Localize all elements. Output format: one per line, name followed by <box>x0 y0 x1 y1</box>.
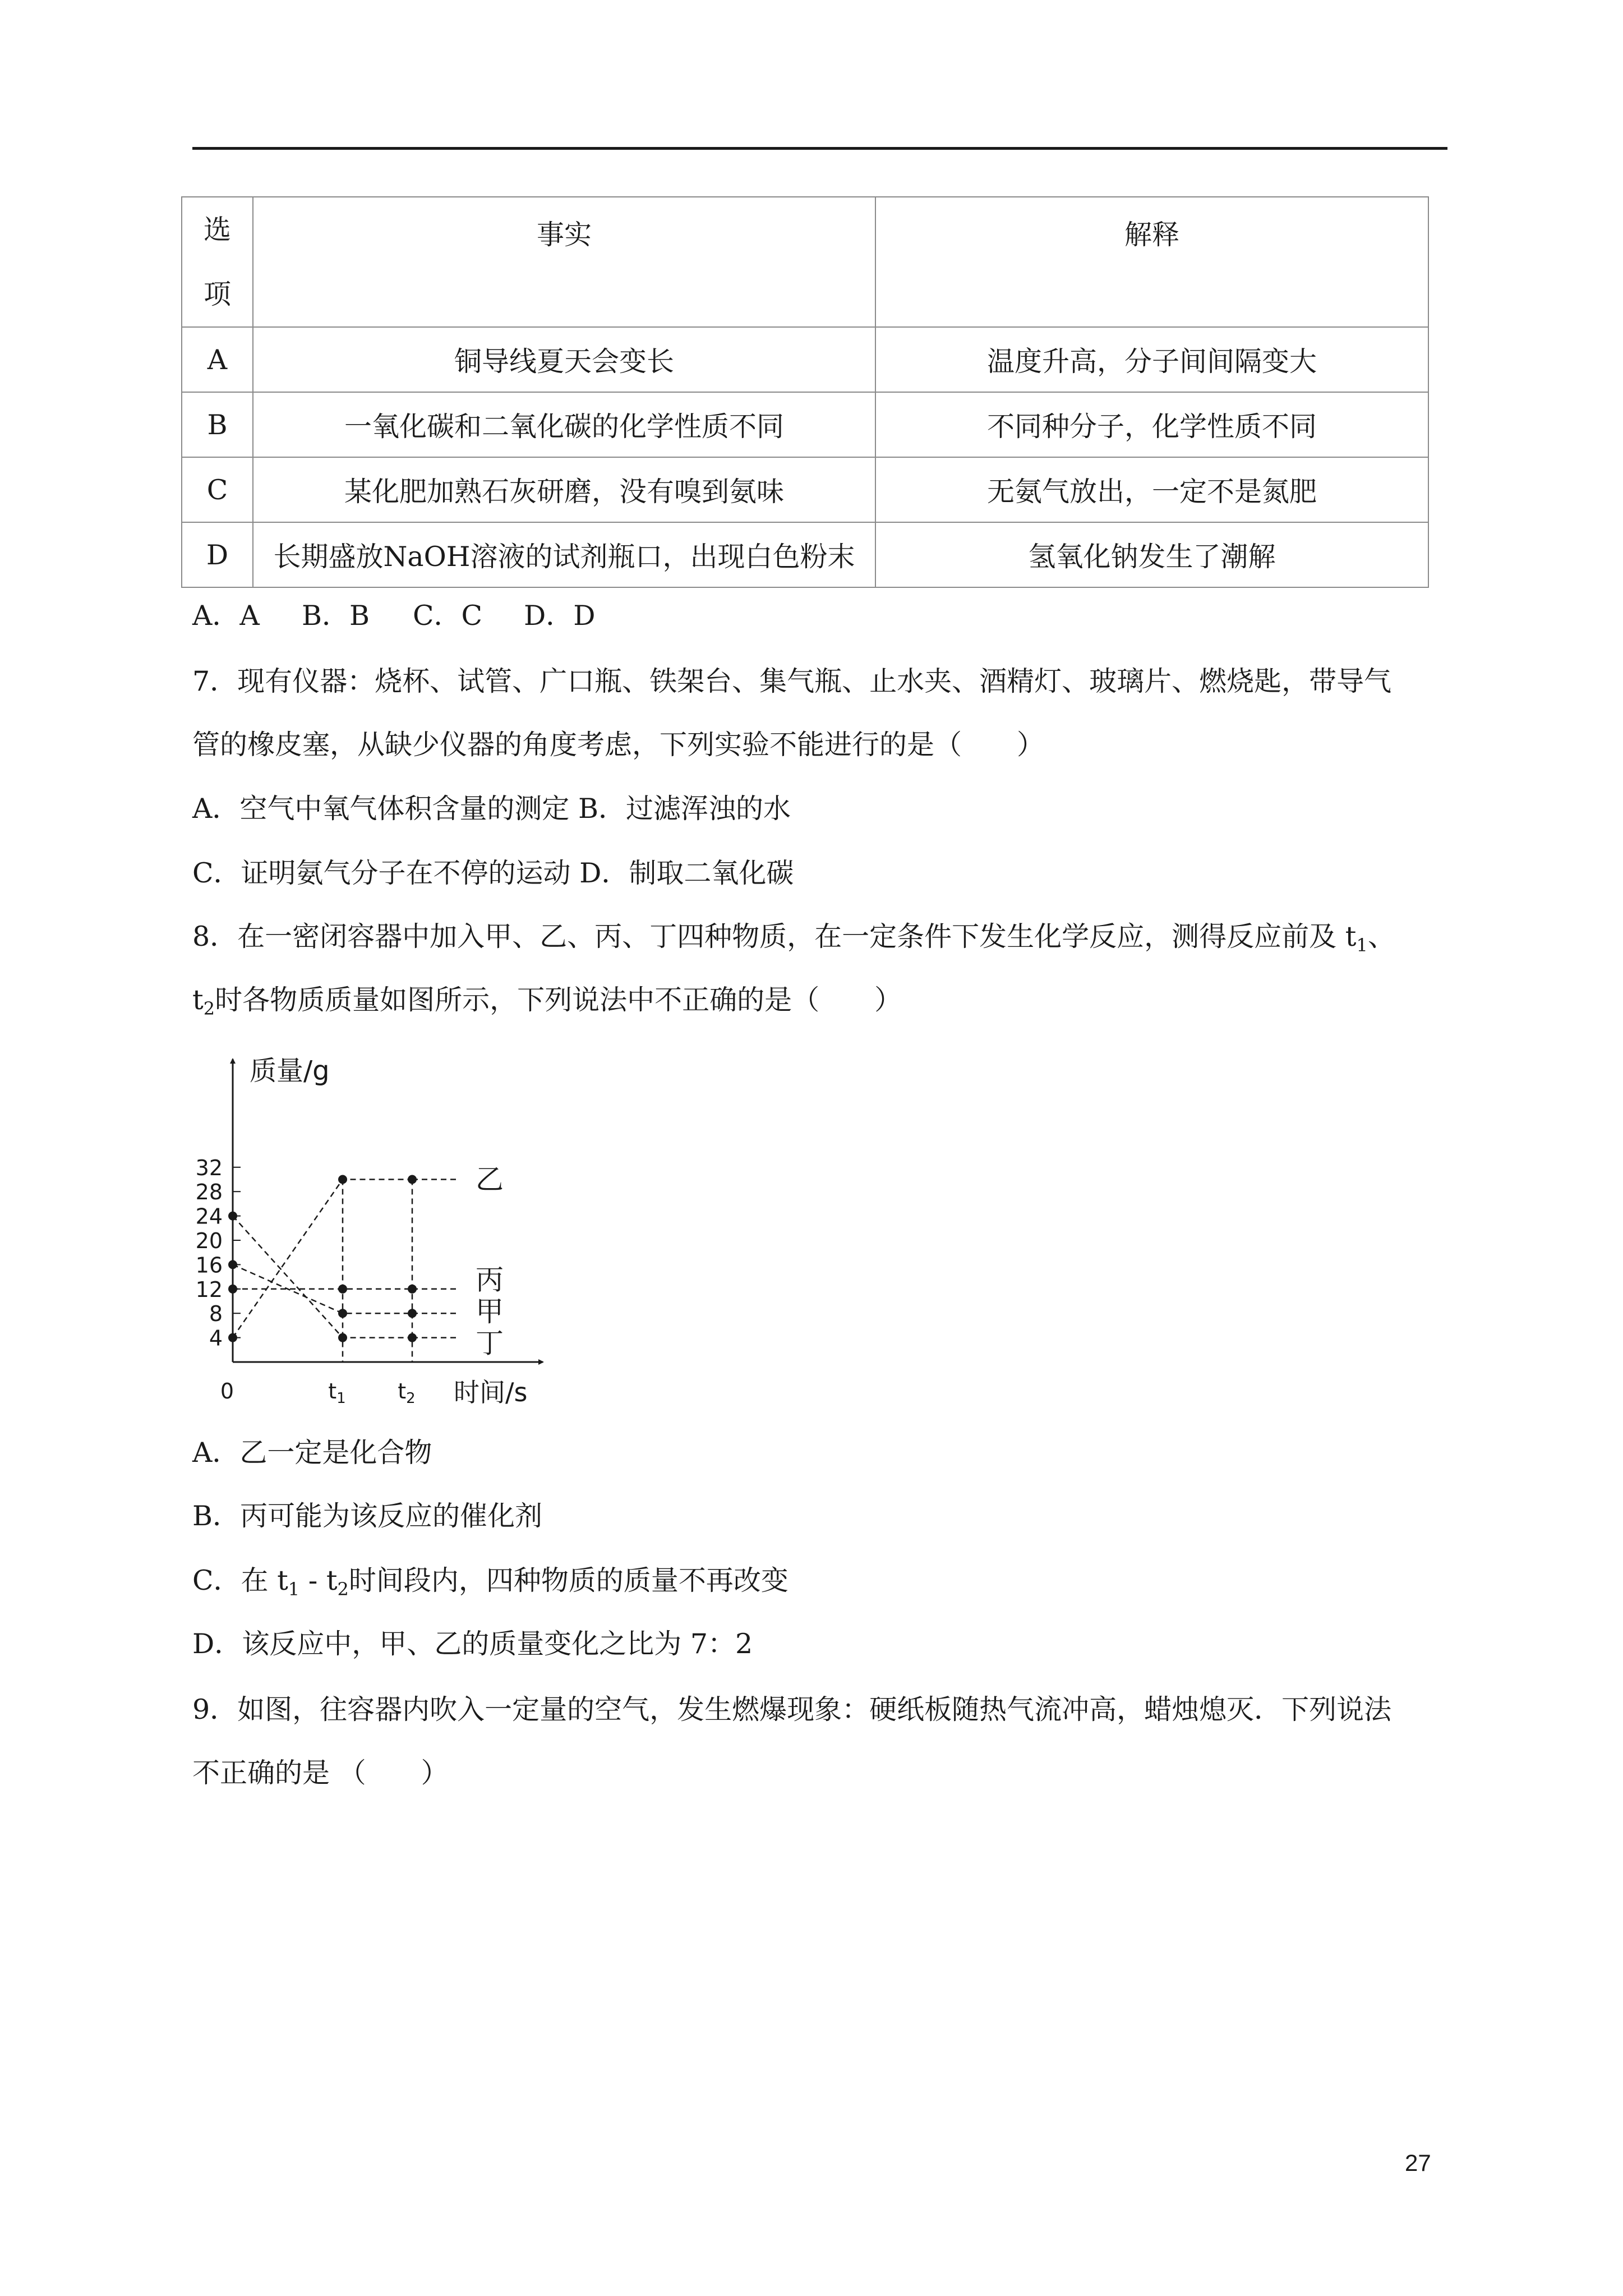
y-tick-label: 12 <box>195 1277 223 1302</box>
row-fact: 一氧化碳和二氧化碳的化学性质不同 <box>253 392 875 457</box>
header-option: 选 项 <box>182 197 253 327</box>
row-explanation: 不同种分子，化学性质不同 <box>875 392 1428 457</box>
q8-option-c: C．在 $t_1 - t_2$时间段内，四种物质的质量不再改变 <box>192 1565 789 1600</box>
data-point <box>408 1309 417 1318</box>
data-point <box>228 1333 237 1342</box>
data-point <box>338 1285 347 1294</box>
row-option: C <box>182 457 253 522</box>
q8-option-b: B．丙可能为该反应的催化剂 <box>192 1500 543 1532</box>
q9-stem-line1: 9．如图，往容器内吹入一定量的空气，发生燃爆现象：硬纸板随热气流冲高，蜡烛熄灭．下列说法 <box>192 1694 1392 1726</box>
data-point <box>338 1309 347 1318</box>
data-point <box>338 1333 347 1342</box>
chart-svg <box>192 1049 551 1408</box>
table-row <box>182 457 1428 522</box>
table-header-row <box>182 197 1428 327</box>
q8-option-d: D．该反应中，甲、乙的质量变化之比为 7：2 <box>192 1628 753 1660</box>
x-tick-label: $t_1$ <box>328 1379 346 1407</box>
facts-table <box>181 196 1429 588</box>
series-label: 丁 <box>476 1327 504 1360</box>
series-label: 乙 <box>476 1163 504 1196</box>
y-tick-label: 32 <box>195 1155 223 1180</box>
row-explanation: 氢氧化钠发生了潮解 <box>875 522 1428 587</box>
data-point <box>228 1260 237 1269</box>
row-option: B <box>182 392 253 457</box>
q6-options <box>192 599 596 633</box>
y-tick-label: 8 <box>209 1301 223 1327</box>
y-tick-label: 16 <box>195 1253 223 1278</box>
x-axis-label: 时间/s <box>454 1377 528 1407</box>
header-explanation: 解释 <box>875 197 1428 327</box>
q7-options-ab: A．空气中氧气体积含量的测定 B．过滤浑浊的水 <box>192 793 791 825</box>
data-point <box>228 1285 237 1294</box>
y-tick-label: 4 <box>209 1326 223 1351</box>
page-number: 27 <box>1405 2150 1431 2176</box>
q9-stem-line2: 不正确的是 （ ） <box>192 1757 449 1789</box>
header-rule <box>192 147 1447 150</box>
series-label: 甲 <box>476 1295 504 1328</box>
data-point <box>408 1175 417 1184</box>
q8-stem-line1: 8．在一密闭容器中加入甲、乙、丙、丁四种物质，在一定条件下发生化学反应，测得反应前及 $t_1$、 <box>192 921 1395 956</box>
row-option: D <box>182 522 253 587</box>
q8-stem-line2: $t_2$时各物质质量如图所示，下列说法中不正确的是（ ） <box>192 984 902 1019</box>
row-option: A <box>182 327 253 392</box>
data-point <box>338 1175 347 1184</box>
series-label: 丙 <box>476 1263 504 1296</box>
row-explanation: 温度升高，分子间间隔变大 <box>875 327 1428 392</box>
y-axis-label: 质量/g <box>250 1055 330 1087</box>
y-tick-label: 20 <box>195 1228 223 1253</box>
y-tick-label: 24 <box>195 1204 223 1229</box>
data-point <box>408 1285 417 1294</box>
data-point <box>408 1333 417 1342</box>
q6-option-c: C．C <box>413 600 482 632</box>
header-fact: 事实 <box>253 197 875 327</box>
q6-option-b: B．B <box>302 600 370 632</box>
q6-option-a: A．A <box>192 600 260 632</box>
y-tick-label: 28 <box>195 1180 223 1205</box>
table-row <box>182 392 1428 457</box>
mass-time-chart <box>192 1049 551 1408</box>
data-point <box>228 1212 237 1221</box>
row-explanation: 无氨气放出，一定不是氮肥 <box>875 457 1428 522</box>
q7-options-cd: C．证明氨气分子在不停的运动 D．制取二氧化碳 <box>192 857 794 889</box>
q7-stem-line2: 管的橡皮塞，从缺少仪器的角度考虑，下列实验不能进行的是（ ） <box>192 729 1045 761</box>
table-row <box>182 522 1428 587</box>
origin-label: 0 <box>220 1379 234 1404</box>
x-tick-label: $t_2$ <box>398 1379 416 1407</box>
row-fact: 铜导线夏天会变长 <box>253 327 875 392</box>
q7-stem-line1: 7．现有仪器：烧杯、试管、广口瓶、铁架台、集气瓶、止水夹、酒精灯、玻璃片、燃烧匙，带导气 <box>192 665 1392 697</box>
q6-option-d: D．D <box>524 600 596 632</box>
row-fact: 长期盛放NaOH溶液的试剂瓶口，出现白色粉末 <box>253 522 875 587</box>
q8-option-a: A．乙一定是化合物 <box>192 1437 432 1469</box>
table-row <box>182 327 1428 392</box>
row-fact: 某化肥加熟石灰研磨，没有嗅到氨味 <box>253 457 875 522</box>
